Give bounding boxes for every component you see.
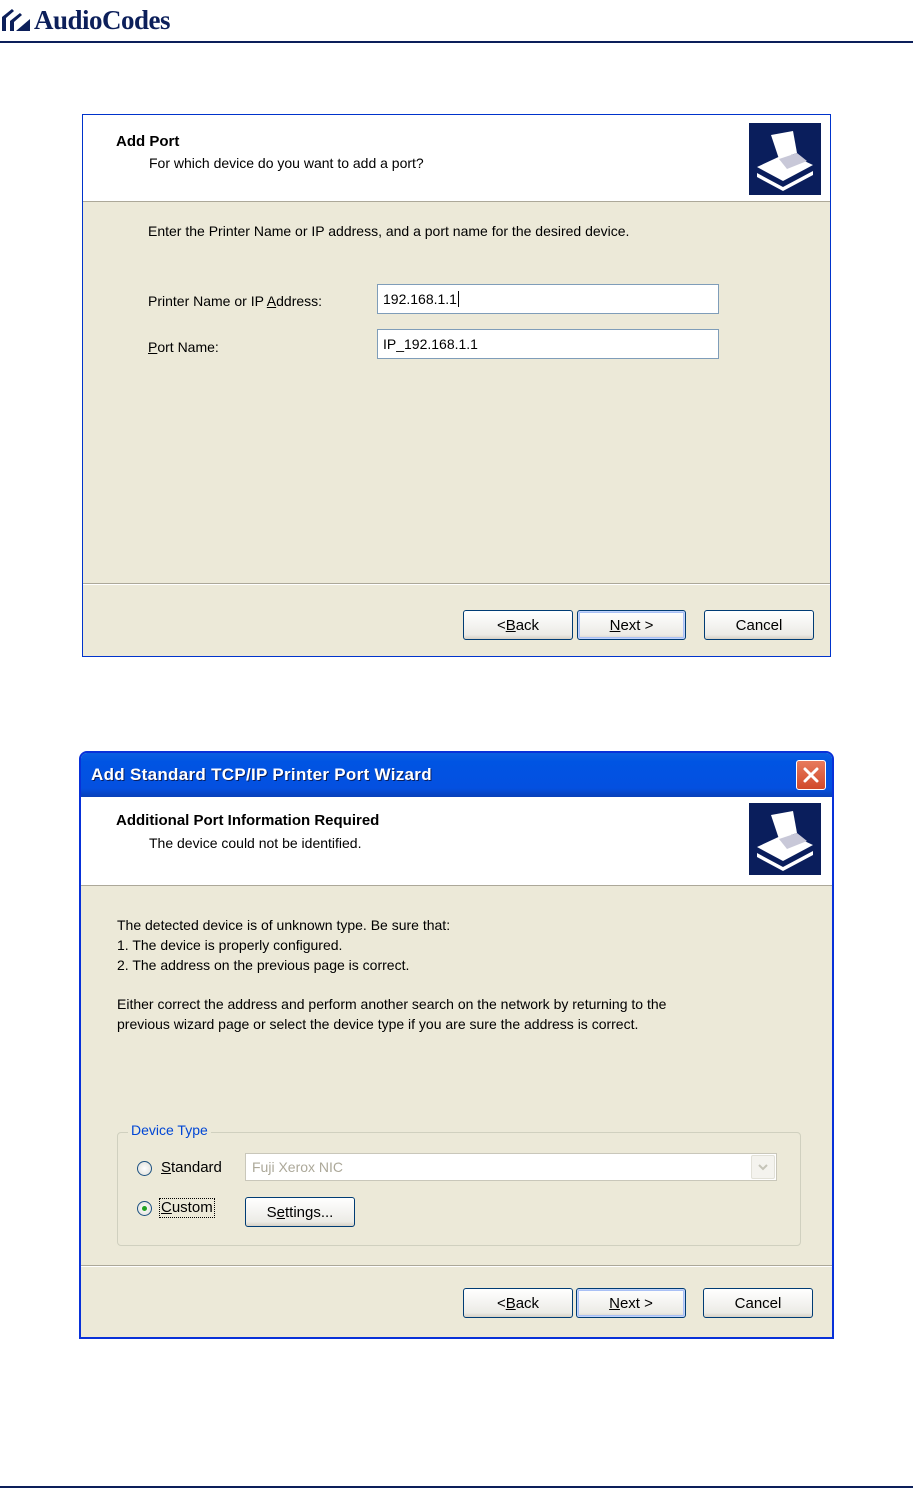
- footer-rule: [0, 1486, 913, 1488]
- window-title: Add Standard TCP/IP Printer Port Wizard: [91, 765, 432, 784]
- next-button[interactable]: N ext >: [576, 1288, 686, 1318]
- cancel-button[interactable]: Cancel: [704, 610, 814, 640]
- cancel-button[interactable]: Cancel: [703, 1288, 813, 1318]
- instruction-text: Enter the Printer Name or IP address, and a port name for the desired device.: [148, 223, 630, 239]
- device-type-group: [117, 1122, 801, 1246]
- add-port-dialog: [82, 114, 831, 657]
- custom-radio[interactable]: [137, 1201, 152, 1216]
- dialog-subtitle: The device could not be identified.: [149, 835, 362, 851]
- group-title: Device Type: [128, 1122, 211, 1138]
- footer-separator: [83, 583, 830, 585]
- close-icon: [797, 761, 825, 789]
- chevron-down-icon[interactable]: [751, 1155, 775, 1179]
- tcpip-port-wizard-dialog: [79, 751, 834, 1339]
- audiocodes-logo-icon: [0, 7, 32, 33]
- printer-icon: [749, 803, 821, 875]
- printer-name-label: Printer Name or IP Address:: [148, 293, 323, 309]
- dialog-subtitle: For which device do you want to add a port?: [149, 155, 424, 171]
- dialog-header: [81, 797, 832, 886]
- standard-radio[interactable]: [137, 1161, 152, 1176]
- footer-separator: [81, 1265, 832, 1267]
- brand: [0, 2, 170, 38]
- info-line: 1. The device is properly configured.: [117, 937, 343, 953]
- back-button[interactable]: < B ack: [463, 1288, 573, 1318]
- next-button[interactable]: N ext >: [577, 610, 686, 640]
- instruction-line: Either correct the address and perform another search on the network by returning to the: [117, 996, 667, 1012]
- window-titlebar: [81, 753, 832, 797]
- close-button[interactable]: [796, 760, 826, 790]
- printer-icon: [749, 123, 821, 195]
- standard-label[interactable]: Standard: [161, 1159, 222, 1176]
- info-line: 2. The address on the previous page is correct.: [117, 957, 410, 973]
- brand-name: AudioCodes: [34, 4, 171, 35]
- printer-address-input[interactable]: 192.168.1.1: [377, 284, 719, 314]
- custom-label[interactable]: Custom: [161, 1199, 213, 1216]
- dialog-title: Add Port: [116, 133, 180, 150]
- settings-button[interactable]: S e ttings...: [245, 1197, 355, 1227]
- device-type-select[interactable]: [245, 1153, 777, 1181]
- select-value: Fuji Xerox NIC: [252, 1159, 344, 1175]
- port-name-input[interactable]: IP_192.168.1.1: [377, 329, 719, 359]
- header-rule: [0, 41, 913, 43]
- back-button[interactable]: < B ack: [463, 610, 573, 640]
- dialog-title: Additional Port Information Required: [116, 812, 380, 829]
- info-line: The detected device is of unknown type. Be sure that:: [117, 917, 451, 933]
- port-name-label: Port Name:: [148, 339, 219, 355]
- dialog-header: [83, 115, 830, 202]
- instruction-line: previous wizard page or select the device type if you are sure the address is correct.: [117, 1016, 639, 1032]
